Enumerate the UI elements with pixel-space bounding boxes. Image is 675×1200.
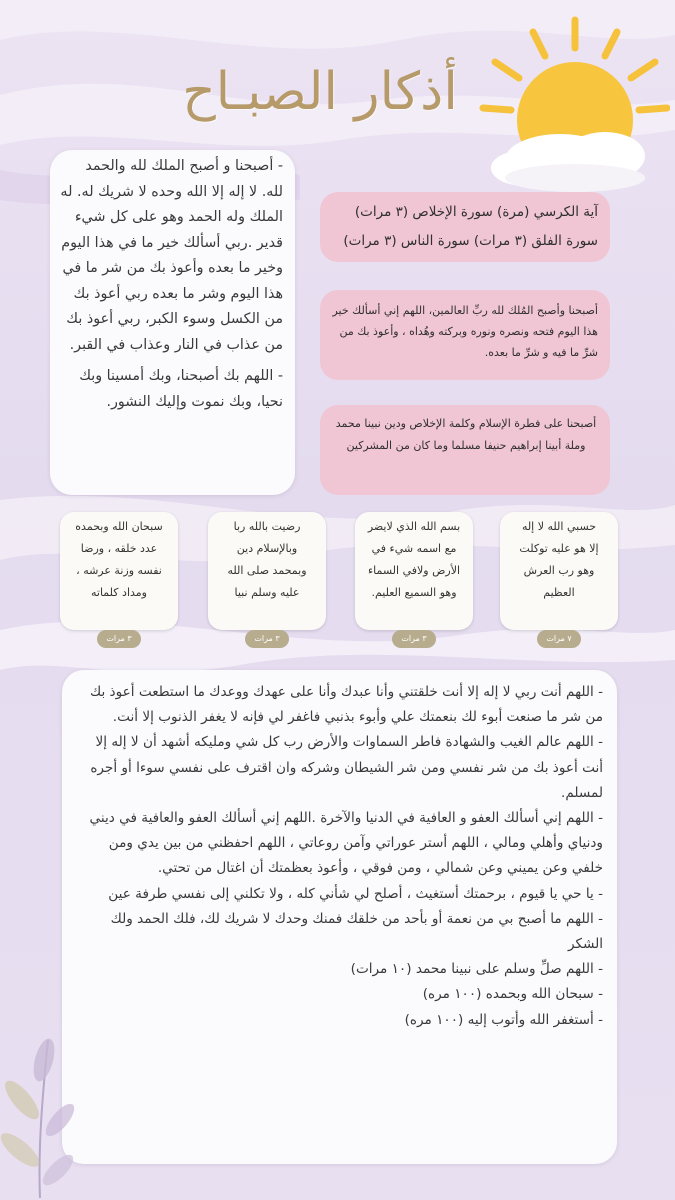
surahs-card xyxy=(320,192,610,262)
dhikr-paragraph-2: - اللهم بك أصبحنا، وبك أمسينا وبك نحيا، وبك نموت وإليك النشور. xyxy=(79,368,283,410)
card-line: بسم الله الذي لايضر xyxy=(367,520,461,533)
repeat-badge: ٣ مرات xyxy=(245,630,289,648)
leaves-icon xyxy=(0,1020,80,1200)
morning-dhikr-card xyxy=(50,150,295,495)
repeat-badge: ٣ مرات xyxy=(392,630,436,648)
dua-paragraph: - يا حي يا قيوم ، برحمتك أستغيث ، أصلح لي شأني كله ، ولا تكلني إلى نفسي طرفة عين xyxy=(108,885,603,902)
card-line: مع اسمه شيء في xyxy=(371,542,457,555)
dua-paragraph: - أستغفر الله وأتوب إليه (١٠٠ مره) xyxy=(404,1011,603,1028)
dua-paragraph: - اللهم ما أصبح بي من نعمة أو بأحد من خلقك فمنك وحدك لا شريك لك، فلك الحمد ولك الشكر xyxy=(110,910,603,953)
card-line: العظيم xyxy=(543,586,575,599)
dua-paragraph: - اللهم صلِّ وسلم على نبينا محمد (١٠ مرات) xyxy=(350,961,603,978)
page-title: أذكار الصبـاح xyxy=(182,62,458,122)
card-line: سبحان الله وبحمده xyxy=(75,520,163,533)
repeat-badge: ٣ مرات xyxy=(97,630,141,648)
dua-card-kingdom xyxy=(320,290,610,380)
dua-text-fitrah: أصبحنا على فطرة الإسلام وكلمة الإخلاص ودين نبينا محمد وملة أبينا إبراهيم حنيفا مسلما وما كان من المشركين xyxy=(335,417,597,452)
dua-paragraph: - سبحان الله وبحمده (١٠٠ مره) xyxy=(422,986,603,1003)
small-card-subhanallah xyxy=(60,512,178,630)
dhikr-paragraph-1: - أصبحنا و أصبح الملك لله والحمد لله. لا إله إلا الله وحده لا شريك له. له الملك وله الحمد وهو على كل شيء قدير .ربي أسألك خير ما في هذا اليوم وخير ما بعده وأعوذ بك من شر ما في هذا اليوم وشر ما بعده ربي أعوذ بك من الكسل وسوء الكبر، ربي أعوذ بك من عذاب في النار وعذاب في القبر. xyxy=(60,158,283,353)
small-card-raditu xyxy=(208,512,326,630)
small-card-hasbi xyxy=(500,512,618,630)
dua-text-kingdom: أصبحنا وأصبح المُلك لله ربِّ العالمين، اللهم إني أسألك خير هذا اليوم فتحه ونصره ونوره وبركته وهُداه ، وأعوذ بك من شرِّ ما فيه و شرِّ ما بعده. xyxy=(332,304,598,359)
repeat-badge: ٧ مرات xyxy=(537,630,581,648)
card-line: حسبي الله لا إله xyxy=(521,520,597,533)
evening-duas-card xyxy=(62,670,617,1164)
surahs-line-1: آية الكرسي (مرة) سورة الإخلاص (٣ مرات) xyxy=(354,204,598,220)
card-line: وهو رب العرش xyxy=(523,564,595,577)
card-line: عليه وسلم نبيا xyxy=(234,586,300,599)
dua-paragraph: - اللهم عالم الغيب والشهادة فاطر السماوات والأرض رب كل شي ومليكه أشهد أن لا إله إلا أنت أعوذ بك من شر نفسي ومن شر الشيطان وشركه وان اقترف على نفسي سوءا أو أجره لمسلم. xyxy=(90,734,603,801)
small-card-bismillah xyxy=(355,512,473,630)
card-line: رضيت بالله ربا xyxy=(233,520,301,533)
dua-paragraph: - اللهم إني أسألك العفو و العافية في الدنيا والآخرة .اللهم إني أسألك العفو والعافية في ديني ودنياي وأهلي ومالي ، اللهم أستر عوراتي وآمن روعاتي ، اللهم احفظني من بين يدي ومن خلفي وعن يميني وعن شمالي ، ومن فوقي ، وأعوذ بعظمتك أن اغتال من تحتي. xyxy=(89,810,603,877)
card-line: الأرض ولافي السماء xyxy=(367,564,461,577)
card-line: إلا هو عليه توكلت xyxy=(519,542,599,555)
card-line: وبالإسلام دين xyxy=(236,542,298,555)
card-line: عدد خلقه ، ورضا xyxy=(80,542,158,555)
card-line: ومداد كلماته xyxy=(91,586,147,599)
dua-card-fitrah xyxy=(320,405,610,495)
card-line: نفسه وزنة عرشه ، xyxy=(76,564,162,577)
card-line: وهو السميع العليم. xyxy=(371,586,457,599)
dua-paragraph: - اللهم أنت ربي لا إله إلا أنت خلقتني وأنا عبدك وأنا على عهدك ووعدك ما استطعت أعوذ بك من شر ما صنعت أبوء لك بنعمتك علي وأبوء بذنبي فاغفر لي فإنه لا يغفر الذنوب إلا أنت. xyxy=(90,684,603,726)
surahs-line-2: سورة الفلق (٣ مرات) سورة الناس (٣ مرات) xyxy=(343,233,598,249)
card-line: وبمحمد صلى الله xyxy=(227,564,307,577)
